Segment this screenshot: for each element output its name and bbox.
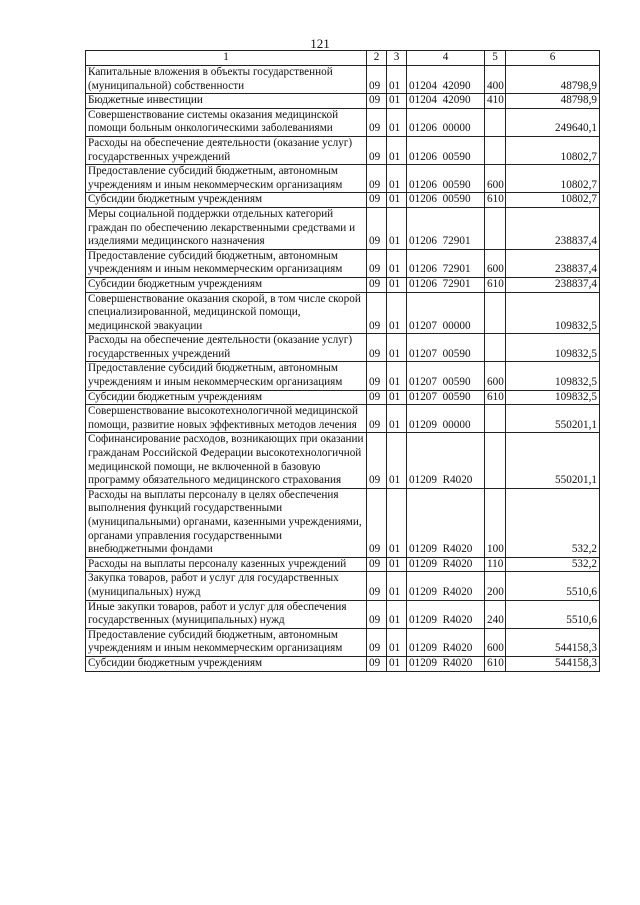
table-row xyxy=(86,433,600,488)
subsection-code-cell: 01 xyxy=(387,136,407,164)
expense-type-cell: 410 xyxy=(485,94,506,109)
expense-name-cell: Софинансирование расходов, возникающих при оказании гражданам Российской Федерации высокотехнологичной медицинской помощи, не включенной в базовую программу обязательного медицинского страхования xyxy=(86,433,367,488)
target-article-cell: 01206 72901 xyxy=(407,249,485,277)
target-article-cell: 01209 R4020 xyxy=(407,600,485,628)
expense-name-cell: Совершенствование высокотехнологичной медицинской помощи, развитие новых эффективных методов лечения xyxy=(86,405,367,433)
amount-cell: 10802,7 xyxy=(506,165,600,193)
expense-name-cell: Субсидии бюджетным учреждениям xyxy=(86,277,367,292)
subsection-code-cell: 01 xyxy=(387,249,407,277)
expense-name-cell: Субсидии бюджетным учреждениям xyxy=(86,656,367,671)
subsection-code-cell: 01 xyxy=(387,628,407,656)
table-row xyxy=(86,390,600,405)
subsection-code-cell: 01 xyxy=(387,277,407,292)
expense-type-cell: 600 xyxy=(485,628,506,656)
expense-type-cell: 610 xyxy=(485,193,506,208)
expense-type-cell xyxy=(485,433,506,488)
amount-cell: 5510,6 xyxy=(506,600,600,628)
expense-type-cell xyxy=(485,292,506,334)
target-article-cell: 01207 00590 xyxy=(407,390,485,405)
target-article-cell: 01209 R4020 xyxy=(407,488,485,557)
expense-name-cell: Предоставление субсидий бюджетным, автономным учреждениям и иным некоммерческим организациям xyxy=(86,249,367,277)
amount-cell: 48798,9 xyxy=(506,66,600,94)
amount-cell: 249640,1 xyxy=(506,108,600,136)
section-code-cell: 09 xyxy=(367,277,387,292)
expense-name-cell: Капитальные вложения в объекты государственной (муниципальной) собственности xyxy=(86,66,367,94)
subsection-code-cell: 01 xyxy=(387,600,407,628)
header-col-6: 6 xyxy=(506,51,600,66)
page-number: 121 xyxy=(310,36,330,51)
subsection-code-cell: 01 xyxy=(387,94,407,109)
expense-type-cell: 600 xyxy=(485,249,506,277)
expense-name-cell: Расходы на выплаты персоналу в целях обеспечения выполнения функций государственными (муниципальными) органами, казенными учреждениями, органами управления государственными внебюджетными фондами xyxy=(86,488,367,557)
target-article-cell: 01209 R4020 xyxy=(407,628,485,656)
subsection-code-cell: 01 xyxy=(387,66,407,94)
target-article-cell: 01206 00000 xyxy=(407,108,485,136)
expense-name-cell: Предоставление субсидий бюджетным, автономным учреждениям и иным некоммерческим организациям xyxy=(86,628,367,656)
expense-name-cell: Закупка товаров, работ и услуг для государственных (муниципальных) нужд xyxy=(86,572,367,600)
subsection-code-cell: 01 xyxy=(387,207,407,249)
section-code-cell: 09 xyxy=(367,193,387,208)
section-code-cell: 09 xyxy=(367,362,387,390)
header-col-3: 3 xyxy=(387,51,407,66)
subsection-code-cell: 01 xyxy=(387,405,407,433)
amount-cell: 238837,4 xyxy=(506,207,600,249)
section-code-cell: 09 xyxy=(367,136,387,164)
expense-name-cell: Предоставление субсидий бюджетным, автономным учреждениям и иным некоммерческим организациям xyxy=(86,165,367,193)
section-code-cell: 09 xyxy=(367,656,387,671)
amount-cell: 532,2 xyxy=(506,488,600,557)
expense-type-cell: 240 xyxy=(485,600,506,628)
target-article-cell: 01206 00590 xyxy=(407,136,485,164)
section-code-cell: 09 xyxy=(367,66,387,94)
section-code-cell: 09 xyxy=(367,94,387,109)
target-article-cell: 01206 72901 xyxy=(407,207,485,249)
subsection-code-cell: 01 xyxy=(387,334,407,362)
table-row xyxy=(86,94,600,109)
expense-name-cell: Расходы на обеспечение деятельности (оказание услуг) государственных учреждений xyxy=(86,334,367,362)
budget-table xyxy=(85,50,600,672)
subsection-code-cell: 01 xyxy=(387,557,407,572)
expense-name-cell: Расходы на выплаты персоналу казенных учреждений xyxy=(86,557,367,572)
header-col-4: 4 xyxy=(407,51,485,66)
subsection-code-cell: 01 xyxy=(387,108,407,136)
expense-type-cell xyxy=(485,334,506,362)
expense-type-cell: 600 xyxy=(485,165,506,193)
header-col-5: 5 xyxy=(485,51,506,66)
header-col-1: 1 xyxy=(86,51,367,66)
amount-cell: 544158,3 xyxy=(506,656,600,671)
table-row xyxy=(86,600,600,628)
amount-cell: 109832,5 xyxy=(506,362,600,390)
subsection-code-cell: 01 xyxy=(387,572,407,600)
section-code-cell: 09 xyxy=(367,628,387,656)
table-row xyxy=(86,656,600,671)
table-row xyxy=(86,136,600,164)
target-article-cell: 01209 00000 xyxy=(407,405,485,433)
expense-type-cell xyxy=(485,405,506,433)
subsection-code-cell: 01 xyxy=(387,488,407,557)
table-row xyxy=(86,277,600,292)
target-article-cell: 01209 R4020 xyxy=(407,557,485,572)
target-article-cell: 01207 00000 xyxy=(407,292,485,334)
subsection-code-cell: 01 xyxy=(387,193,407,208)
subsection-code-cell: 01 xyxy=(387,433,407,488)
target-article-cell: 01204 42090 xyxy=(407,94,485,109)
subsection-code-cell: 01 xyxy=(387,165,407,193)
amount-cell: 532,2 xyxy=(506,557,600,572)
target-article-cell: 01206 00590 xyxy=(407,193,485,208)
table-row xyxy=(86,334,600,362)
expense-name-cell: Иные закупки товаров, работ и услуг для обеспечения государственных (муниципальных) нужд xyxy=(86,600,367,628)
subsection-code-cell: 01 xyxy=(387,656,407,671)
table-row xyxy=(86,628,600,656)
table-row xyxy=(86,165,600,193)
table-row xyxy=(86,207,600,249)
table-row xyxy=(86,193,600,208)
expense-type-cell: 200 xyxy=(485,572,506,600)
subsection-code-cell: 01 xyxy=(387,390,407,405)
target-article-cell: 01209 R4020 xyxy=(407,572,485,600)
expense-name-cell: Бюджетные инвестиции xyxy=(86,94,367,109)
table-row xyxy=(86,66,600,94)
table-row xyxy=(86,362,600,390)
table-row xyxy=(86,572,600,600)
target-article-cell: 01209 R4020 xyxy=(407,433,485,488)
expense-type-cell: 110 xyxy=(485,557,506,572)
target-article-cell: 01204 42090 xyxy=(407,66,485,94)
expense-type-cell xyxy=(485,136,506,164)
expense-type-cell: 610 xyxy=(485,390,506,405)
expense-type-cell: 610 xyxy=(485,277,506,292)
amount-cell: 10802,7 xyxy=(506,136,600,164)
target-article-cell: 01206 72901 xyxy=(407,277,485,292)
section-code-cell: 09 xyxy=(367,488,387,557)
section-code-cell: 09 xyxy=(367,600,387,628)
section-code-cell: 09 xyxy=(367,557,387,572)
section-code-cell: 09 xyxy=(367,405,387,433)
section-code-cell: 09 xyxy=(367,334,387,362)
amount-cell: 10802,7 xyxy=(506,193,600,208)
table-row xyxy=(86,557,600,572)
expense-name-cell: Совершенствование оказания скорой, в том числе скорой специализированной, медицинской помощи, медицинской эвакуации xyxy=(86,292,367,334)
expense-name-cell: Расходы на обеспечение деятельности (оказание услуг) государственных учреждений xyxy=(86,136,367,164)
expense-type-cell: 400 xyxy=(485,66,506,94)
amount-cell: 550201,1 xyxy=(506,433,600,488)
header-row xyxy=(86,51,600,66)
amount-cell: 544158,3 xyxy=(506,628,600,656)
section-code-cell: 09 xyxy=(367,249,387,277)
table-body xyxy=(86,66,600,672)
expense-type-cell xyxy=(485,108,506,136)
target-article-cell: 01206 00590 xyxy=(407,165,485,193)
section-code-cell: 09 xyxy=(367,433,387,488)
expense-name-cell: Предоставление субсидий бюджетным, автономным учреждениям и иным некоммерческим организациям xyxy=(86,362,367,390)
expense-type-cell: 610 xyxy=(485,656,506,671)
target-article-cell: 01207 00590 xyxy=(407,362,485,390)
amount-cell: 238837,4 xyxy=(506,249,600,277)
expense-name-cell: Меры социальной поддержки отдельных категорий граждан по обеспечению лекарственными средствами и изделиями медицинского назначения xyxy=(86,207,367,249)
amount-cell: 5510,6 xyxy=(506,572,600,600)
section-code-cell: 09 xyxy=(367,572,387,600)
section-code-cell: 09 xyxy=(367,390,387,405)
subsection-code-cell: 01 xyxy=(387,362,407,390)
section-code-cell: 09 xyxy=(367,292,387,334)
section-code-cell: 09 xyxy=(367,108,387,136)
expense-type-cell xyxy=(485,207,506,249)
target-article-cell: 01209 R4020 xyxy=(407,656,485,671)
amount-cell: 238837,4 xyxy=(506,277,600,292)
section-code-cell: 09 xyxy=(367,207,387,249)
header-col-2: 2 xyxy=(367,51,387,66)
expense-name-cell: Субсидии бюджетным учреждениям xyxy=(86,390,367,405)
table-row xyxy=(86,405,600,433)
table-row xyxy=(86,488,600,557)
expense-type-cell: 100 xyxy=(485,488,506,557)
table-row xyxy=(86,249,600,277)
amount-cell: 109832,5 xyxy=(506,334,600,362)
expense-name-cell: Субсидии бюджетным учреждениям xyxy=(86,193,367,208)
amount-cell: 109832,5 xyxy=(506,390,600,405)
expense-type-cell: 600 xyxy=(485,362,506,390)
amount-cell: 550201,1 xyxy=(506,405,600,433)
table-row xyxy=(86,292,600,334)
amount-cell: 48798,9 xyxy=(506,94,600,109)
amount-cell: 109832,5 xyxy=(506,292,600,334)
table-row xyxy=(86,108,600,136)
expense-name-cell: Совершенствование системы оказания медицинской помощи больным онкологическими заболеваниями xyxy=(86,108,367,136)
section-code-cell: 09 xyxy=(367,165,387,193)
target-article-cell: 01207 00590 xyxy=(407,334,485,362)
subsection-code-cell: 01 xyxy=(387,292,407,334)
